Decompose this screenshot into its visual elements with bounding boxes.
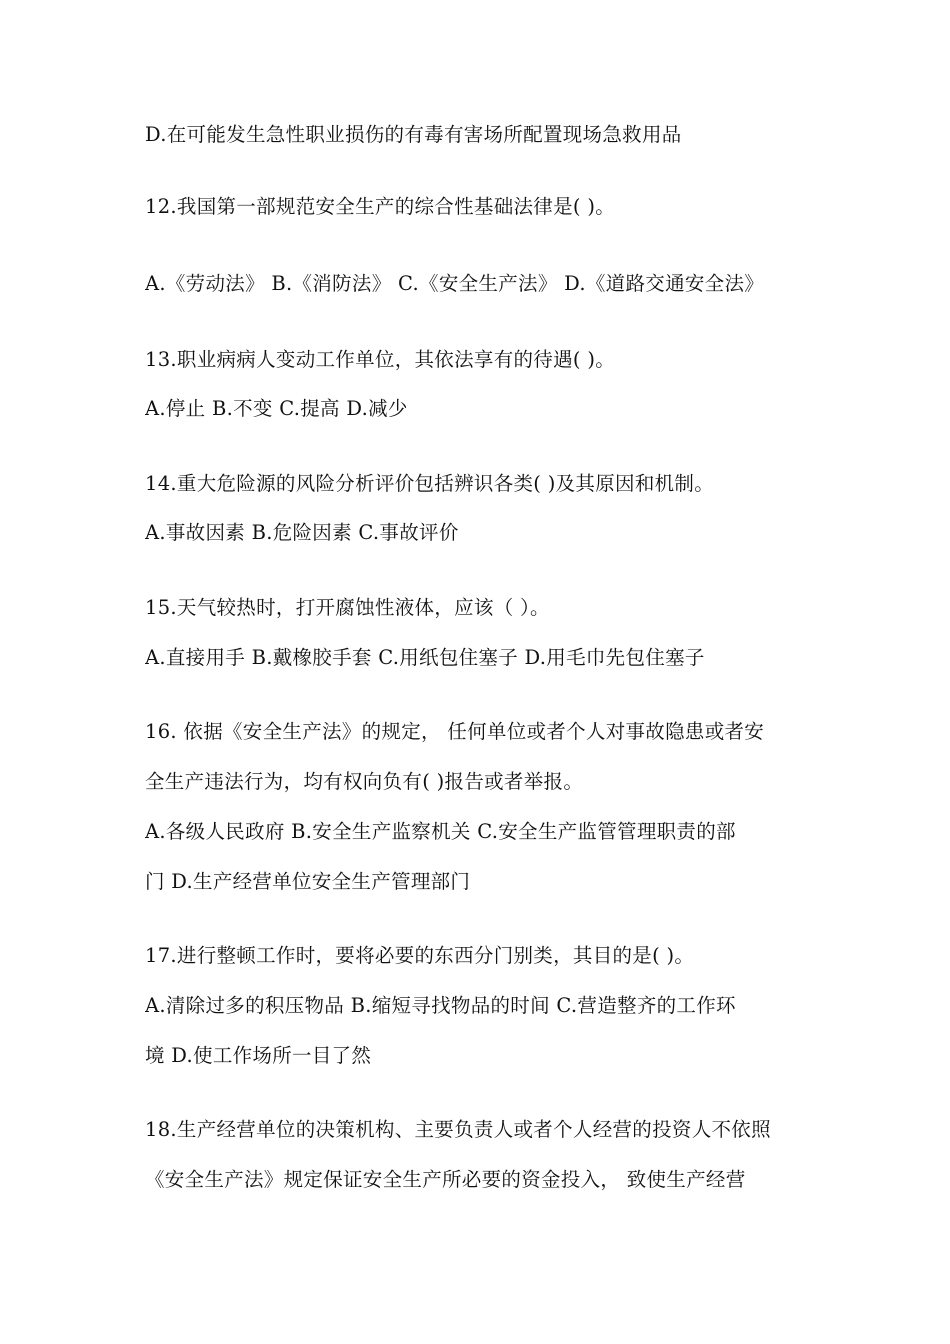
options-12: A.《劳动法》 B.《消防法》 C.《安全生产法》 D.《道路交通安全法》	[145, 272, 765, 295]
option-11-d: D.在可能发生急性职业损伤的有毒有害场所配置现场急救用品	[145, 123, 682, 146]
question-13: 13.职业病病人变动工作单位，其依法享有的待遇( )。	[145, 348, 616, 371]
options-13: A.停止 B.不变 C.提高 D.减少	[145, 397, 408, 420]
options-17-line-2: 境 D.使工作场所一目了然	[145, 1044, 372, 1067]
question-18-line-2: 《安全生产法》规定保证安全生产所必要的资金投入， 致使生产经营	[145, 1168, 746, 1191]
question-17: 17.进行整顿工作时，要将必要的东西分门别类，其目的是( )。	[145, 944, 695, 967]
question-18-line-1: 18.生产经营单位的决策机构、主要负责人或者个人经营的投资人不依照	[145, 1118, 771, 1141]
question-12: 12.我国第一部规范安全生产的综合性基础法律是( )。	[145, 195, 616, 218]
options-16-line-2: 门 D.生产经营单位安全生产管理部门	[145, 870, 471, 893]
question-16-line-2: 全生产违法行为，均有权向负有( )报告或者举报。	[145, 770, 584, 793]
options-17-line-1: A.清除过多的积压物品 B.缩短寻找物品的时间 C.营造整齐的工作环	[145, 994, 736, 1017]
options-14: A.事故因素 B.危险因素 C.事故评价	[145, 521, 459, 544]
options-15: A.直接用手 B.戴橡胶手套 C.用纸包住塞子 D.用毛巾先包住塞子	[145, 646, 705, 669]
question-15: 15.天气较热时，打开腐蚀性液体，应该（ ）。	[145, 596, 550, 619]
question-16-line-1: 16. 依据《安全生产法》的规定， 任何单位或者个人对事故隐患或者安	[145, 720, 765, 743]
options-16-line-1: A.各级人民政府 B.安全生产监察机关 C.安全生产监管管理职责的部	[145, 820, 736, 843]
question-14: 14.重大危险源的风险分析评价包括辨识各类( )及其原因和机制。	[145, 472, 715, 495]
